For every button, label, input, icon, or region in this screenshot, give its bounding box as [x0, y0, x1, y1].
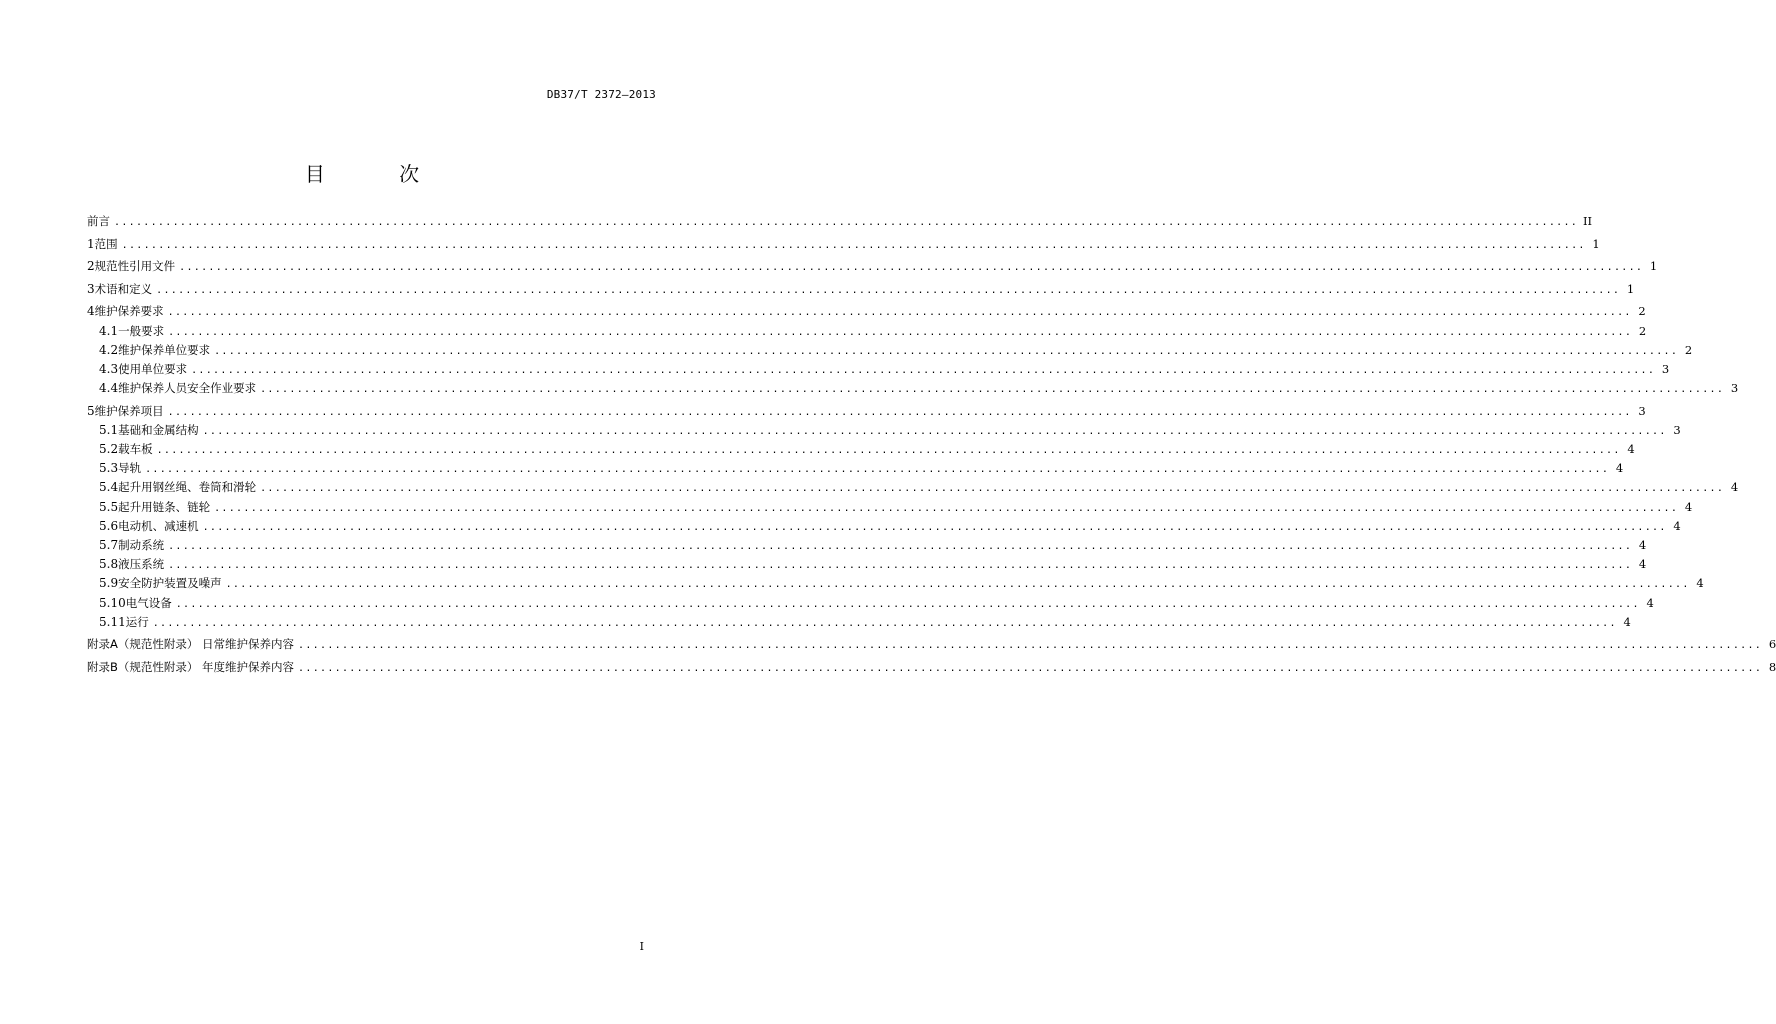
toc-entry-number: 5.1: [99, 422, 119, 437]
toc-entry[interactable]: [87, 360, 1670, 379]
toc-entry[interactable]: [87, 536, 1647, 555]
toc-entry-title: 起升用链条、链轮: [118, 499, 211, 514]
toc-entry-page: 3: [1730, 381, 1739, 396]
toc-entry-page: 6: [1768, 637, 1776, 652]
dot-leader: ........................................................................................................................................................................................................: [152, 617, 1617, 629]
dot-leader: ........................................................................................................................................................................................................: [202, 521, 1667, 533]
toc-entry[interactable]: [87, 658, 1776, 677]
dot-leader: ........................................................................................................................................................................................................: [175, 598, 1640, 610]
dot-leader: ........................................................................................................................................................................................................: [156, 445, 1621, 457]
toc-entry-number: 4.3: [99, 361, 119, 376]
toc-entry-title: 附录B（规范性附录） 年度维护保养内容: [87, 659, 295, 674]
toc-entry-number: 5.4: [99, 480, 119, 495]
toc-entry-number: 5.11: [99, 614, 126, 629]
toc-entry-page: 1: [1592, 236, 1600, 251]
toc-entry-title: 前言: [87, 214, 110, 228]
toc-entry-page: 4: [1638, 537, 1647, 552]
dot-leader: ........................................................................................................................................................................................................: [260, 483, 1725, 495]
toc-entry[interactable]: [87, 322, 1647, 341]
toc-entry-number: 5.10: [99, 595, 126, 610]
toc-entry-number: 5.3: [99, 461, 119, 476]
toc-entry-title: 一般要求: [118, 323, 165, 338]
footer-page-number: I: [639, 940, 644, 953]
toc-entry-page: II: [1583, 214, 1593, 228]
toc-entry-title: 运行: [125, 614, 149, 629]
toc-entry[interactable]: [87, 440, 1635, 459]
toc-entry-number: 5.2: [99, 442, 119, 457]
toc-entry-number: 4.2: [99, 342, 119, 357]
toc-entry-title: 载车板: [118, 442, 153, 457]
dot-leader: ........................................................................................................................................................................................................: [156, 284, 1621, 296]
toc-entry-title: 维护保养项目: [94, 403, 164, 418]
toc-entry-page: 4: [1627, 442, 1635, 457]
toc-entry[interactable]: [87, 402, 1646, 421]
toc-entry-title: 范围: [94, 236, 118, 251]
toc-entry-title: 安全防护装置及噪声: [118, 576, 222, 591]
toc-entry-number: 5.9: [99, 576, 119, 591]
toc-entry[interactable]: [87, 498, 1693, 517]
toc-entry[interactable]: [87, 302, 1646, 321]
dot-leader: ........................................................................................................................................................................................................: [298, 640, 1763, 652]
document-code: DB37/T 2372—2013: [546, 88, 656, 101]
toc-entry-page: 1: [1626, 281, 1635, 296]
dot-leader: ........................................................................................................................................................................................................: [167, 406, 1632, 418]
toc-entry-title: 使用单位要求: [118, 361, 188, 376]
toc-entry[interactable]: [87, 574, 1704, 593]
dot-leader: ........................................................................................................................................................................................................: [167, 307, 1632, 319]
dot-leader: ........................................................................................................................................................................................................: [168, 560, 1633, 572]
toc-entry-page: 4: [1673, 518, 1681, 533]
toc-entry-page: 3: [1638, 403, 1646, 418]
toc-entry-page: 4: [1696, 576, 1704, 591]
toc-entry-title: 电气设备: [125, 595, 172, 610]
toc-entry-page: 8: [1768, 659, 1776, 674]
toc-entry[interactable]: [87, 635, 1776, 654]
dot-leader: ........................................................................................................................................................................................................: [260, 384, 1725, 396]
toc-entry[interactable]: [87, 379, 1739, 398]
toc-entry-number: 5.7: [99, 537, 119, 552]
dot-leader: ........................................................................................................................................................................................................: [298, 662, 1763, 674]
toc-entry[interactable]: [87, 212, 1593, 231]
toc-entry-page: 3: [1661, 361, 1670, 376]
toc-entry-title: 术语和定义: [94, 281, 153, 296]
dot-leader: ........................................................................................................................................................................................................: [214, 345, 1679, 357]
toc-entry-title: 基础和金属结构: [118, 422, 199, 437]
toc-entry[interactable]: [87, 478, 1739, 497]
toc-entry-page: 4: [1623, 614, 1631, 629]
toc-entry-number: 5.8: [99, 557, 119, 572]
toc-entry[interactable]: [87, 555, 1647, 574]
toc-title: 目 次: [304, 162, 454, 186]
toc-entry-page: 4: [1615, 461, 1624, 476]
toc-entry[interactable]: [87, 341, 1693, 360]
toc-entry-page: 3: [1673, 422, 1681, 437]
toc-entry-number: 4: [87, 304, 95, 319]
toc-entry-number: 4.4: [99, 381, 119, 396]
toc-entry-title: 规范性引用文件: [94, 259, 176, 274]
toc-entry-page: 4: [1638, 557, 1647, 572]
dot-leader: ........................................................................................................................................................................................................: [121, 239, 1586, 251]
dot-leader: ........................................................................................................................................................................................................: [114, 217, 1579, 228]
toc-entry-title: 维护保养要求: [94, 304, 164, 319]
toc-entry-title: 液压系统: [118, 557, 165, 572]
dot-leader: ........................................................................................................................................................................................................: [214, 502, 1679, 514]
toc-entry[interactable]: [87, 517, 1681, 536]
toc-entry-title: 导轨: [118, 461, 142, 476]
table-of-contents: [87, 212, 1776, 677]
dot-leader: ........................................................................................................................................................................................................: [145, 464, 1610, 476]
toc-entry[interactable]: [87, 421, 1681, 440]
dot-leader: ........................................................................................................................................................................................................: [179, 262, 1644, 274]
toc-entry-title: 电动机、减速机: [118, 518, 199, 533]
toc-entry-number: 5.6: [99, 518, 119, 533]
toc-entry-page: 1: [1649, 259, 1658, 274]
toc-entry-page: 4: [1684, 499, 1693, 514]
toc-entry-title: 制动系统: [118, 537, 165, 552]
toc-entry-title: 起升用钢丝绳、卷筒和滑轮: [118, 480, 257, 495]
dot-leader: ........................................................................................................................................................................................................: [202, 425, 1667, 437]
toc-entry-title: 维护保养人员安全作业要求: [118, 381, 257, 396]
dot-leader: ........................................................................................................................................................................................................: [225, 579, 1690, 591]
toc-entry-number: 2: [87, 259, 95, 274]
toc-entry-page: 2: [1638, 323, 1647, 338]
toc-entry-number: 5: [87, 403, 95, 418]
toc-entry[interactable]: [87, 257, 1658, 276]
toc-entry-page: 4: [1730, 480, 1739, 495]
dot-leader: ........................................................................................................................................................................................................: [168, 326, 1633, 338]
toc-entry-title: 附录A（规范性附录） 日常维护保养内容: [87, 637, 295, 652]
toc-entry[interactable]: [87, 613, 1631, 632]
dot-leader: ........................................................................................................................................................................................................: [168, 540, 1633, 552]
toc-entry-page: 2: [1638, 304, 1646, 319]
toc-entry-page: 4: [1646, 595, 1654, 610]
toc-entry-page: 2: [1684, 342, 1693, 357]
dot-leader: ........................................................................................................................................................................................................: [191, 364, 1656, 376]
toc-entry-number: 3: [87, 281, 95, 296]
toc-entry[interactable]: [87, 459, 1624, 478]
toc-entry-number: 1: [87, 236, 95, 251]
toc-entry[interactable]: [87, 594, 1654, 613]
toc-entry-number: 4.1: [99, 323, 119, 338]
toc-entry[interactable]: [87, 235, 1600, 254]
toc-entry-number: 5.5: [99, 499, 119, 514]
toc-entry-title: 维护保养单位要求: [118, 342, 211, 357]
toc-entry[interactable]: [87, 280, 1635, 299]
